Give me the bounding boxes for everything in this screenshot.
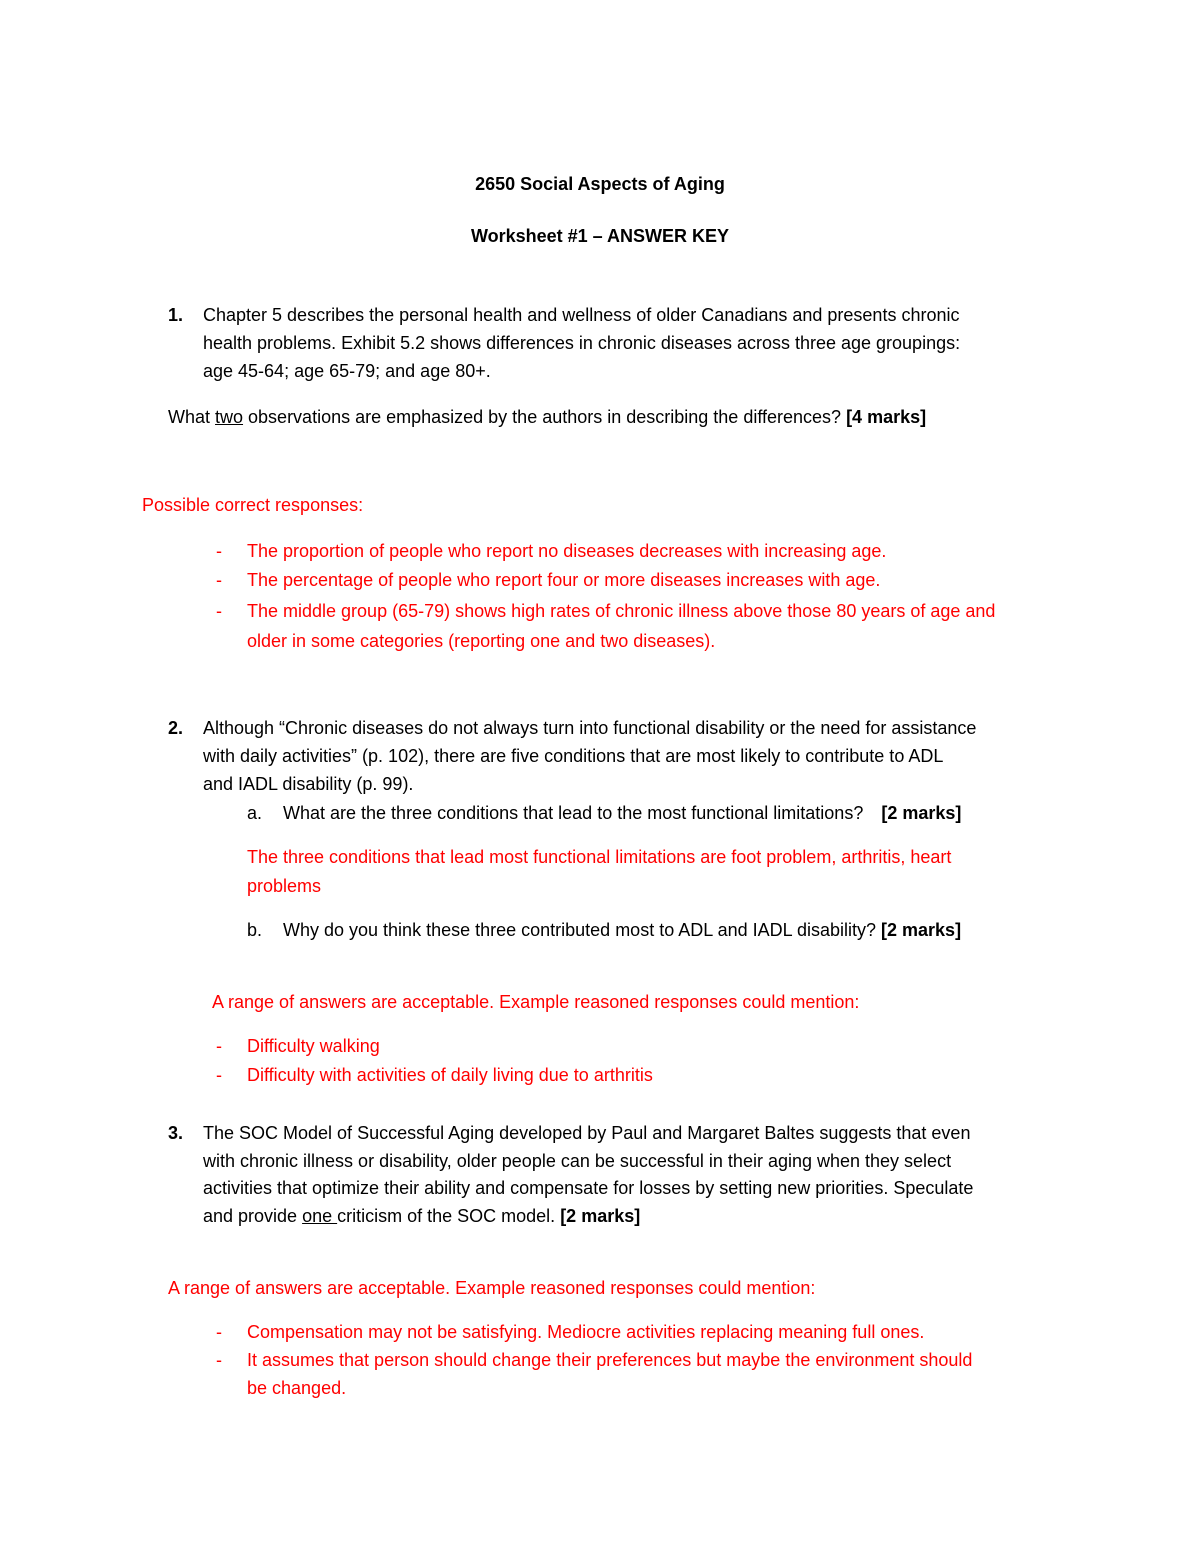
q1-answer-1: The proportion of people who report no diseases decreases with increasing age. (247, 541, 887, 561)
dash-bullet: - (216, 541, 222, 561)
dash-bullet: - (216, 1350, 222, 1370)
q3-answer-2-line-2: be changed. (247, 1378, 347, 1398)
q2a-answer-line-2: problems (247, 876, 322, 896)
q1-answer-3-line-2: older in some categories (reporting one and two diseases). (247, 631, 716, 651)
q3-range-note: A range of answers are acceptable. Example reasoned responses could mention: (168, 1278, 816, 1298)
dash-bullet: - (216, 1322, 222, 1342)
q3-answer-2-line-1: It assumes that person should change their preferences but maybe the environment should (247, 1350, 973, 1370)
question-2a-marks: [2 marks] (881, 803, 962, 823)
q2-answer-1: Difficulty walking (247, 1036, 380, 1056)
question-3-line-3: activities that optimize their ability and compensate for losses by setting new priorities. Speculate (203, 1178, 974, 1198)
question-2b-marks: [2 marks] (881, 920, 962, 940)
question-2-line-2: with daily activities” (p. 102), there are five conditions that are most likely to contribute to ADL (203, 746, 944, 766)
q2-range-note: A range of answers are acceptable. Example reasoned responses could mention: (212, 992, 860, 1012)
question-3-line-4: and provide one criticism of the SOC model. [2 marks] (203, 1206, 641, 1226)
question-2-line-3: and IADL disability (p. 99). (203, 774, 414, 794)
dash-bullet: - (216, 1065, 222, 1085)
question-2b-label: b. (247, 920, 263, 940)
question-1-answer-heading: Possible correct responses: (142, 495, 364, 515)
question-2a-text: What are the three conditions that lead to the most functional limitations? [2 marks] (283, 803, 962, 823)
course-title: 2650 Social Aspects of Aging (475, 174, 725, 194)
question-3-line-2: with chronic illness or disability, older people can be successful in their aging when they select (203, 1151, 952, 1171)
question-2-number: 2. (168, 718, 184, 738)
dash-bullet: - (216, 1036, 222, 1056)
q2a-answer-line-1: The three conditions that lead most functional limitations are foot problem, arthritis, heart (247, 847, 952, 867)
question-2-line-1: Although “Chronic diseases do not always turn into functional disability or the need for assistance (203, 718, 977, 738)
question-1-line-2: health problems. Exhibit 5.2 shows differences in chronic diseases across three age groupings: (203, 333, 961, 353)
dash-bullet: - (216, 601, 222, 621)
q3-answer-1: Compensation may not be satisfying. Mediocre activities replacing meaning full ones. (247, 1322, 925, 1342)
q2-answer-2: Difficulty with activities of daily living due to arthritis (247, 1065, 653, 1085)
question-2a-label: a. (247, 803, 263, 823)
question-3-line-1: The SOC Model of Successful Aging developed by Paul and Margaret Baltes suggests that even (203, 1123, 971, 1143)
question-3-marks: [2 marks] (560, 1206, 641, 1226)
question-1-line-3: age 45-64; age 65-79; and age 80+. (203, 361, 491, 381)
question-1-number: 1. (168, 305, 184, 325)
worksheet-title: Worksheet #1 – ANSWER KEY (470, 226, 730, 246)
question-1-line-1: Chapter 5 describes the personal health and wellness of older Canadians and presents chronic (203, 305, 960, 325)
question-3-emphasis: one (302, 1206, 338, 1226)
question-2b-text: Why do you think these three contributed most to ADL and IADL disability? [2 marks] (283, 920, 962, 940)
question-3-number: 3. (168, 1123, 184, 1143)
q1-answer-2: The percentage of people who report four or more diseases increases with age. (247, 570, 881, 590)
question-1-emphasis: two (215, 407, 244, 427)
dash-bullet: - (216, 570, 222, 590)
question-1-prompt: What two observations are emphasized by the authors in describing the differences? [4 marks] (168, 407, 927, 427)
q1-answer-3-line-1: The middle group (65-79) shows high rates of chronic illness above those 80 years of age and (247, 601, 996, 621)
question-1-marks: [4 marks] (846, 407, 927, 427)
